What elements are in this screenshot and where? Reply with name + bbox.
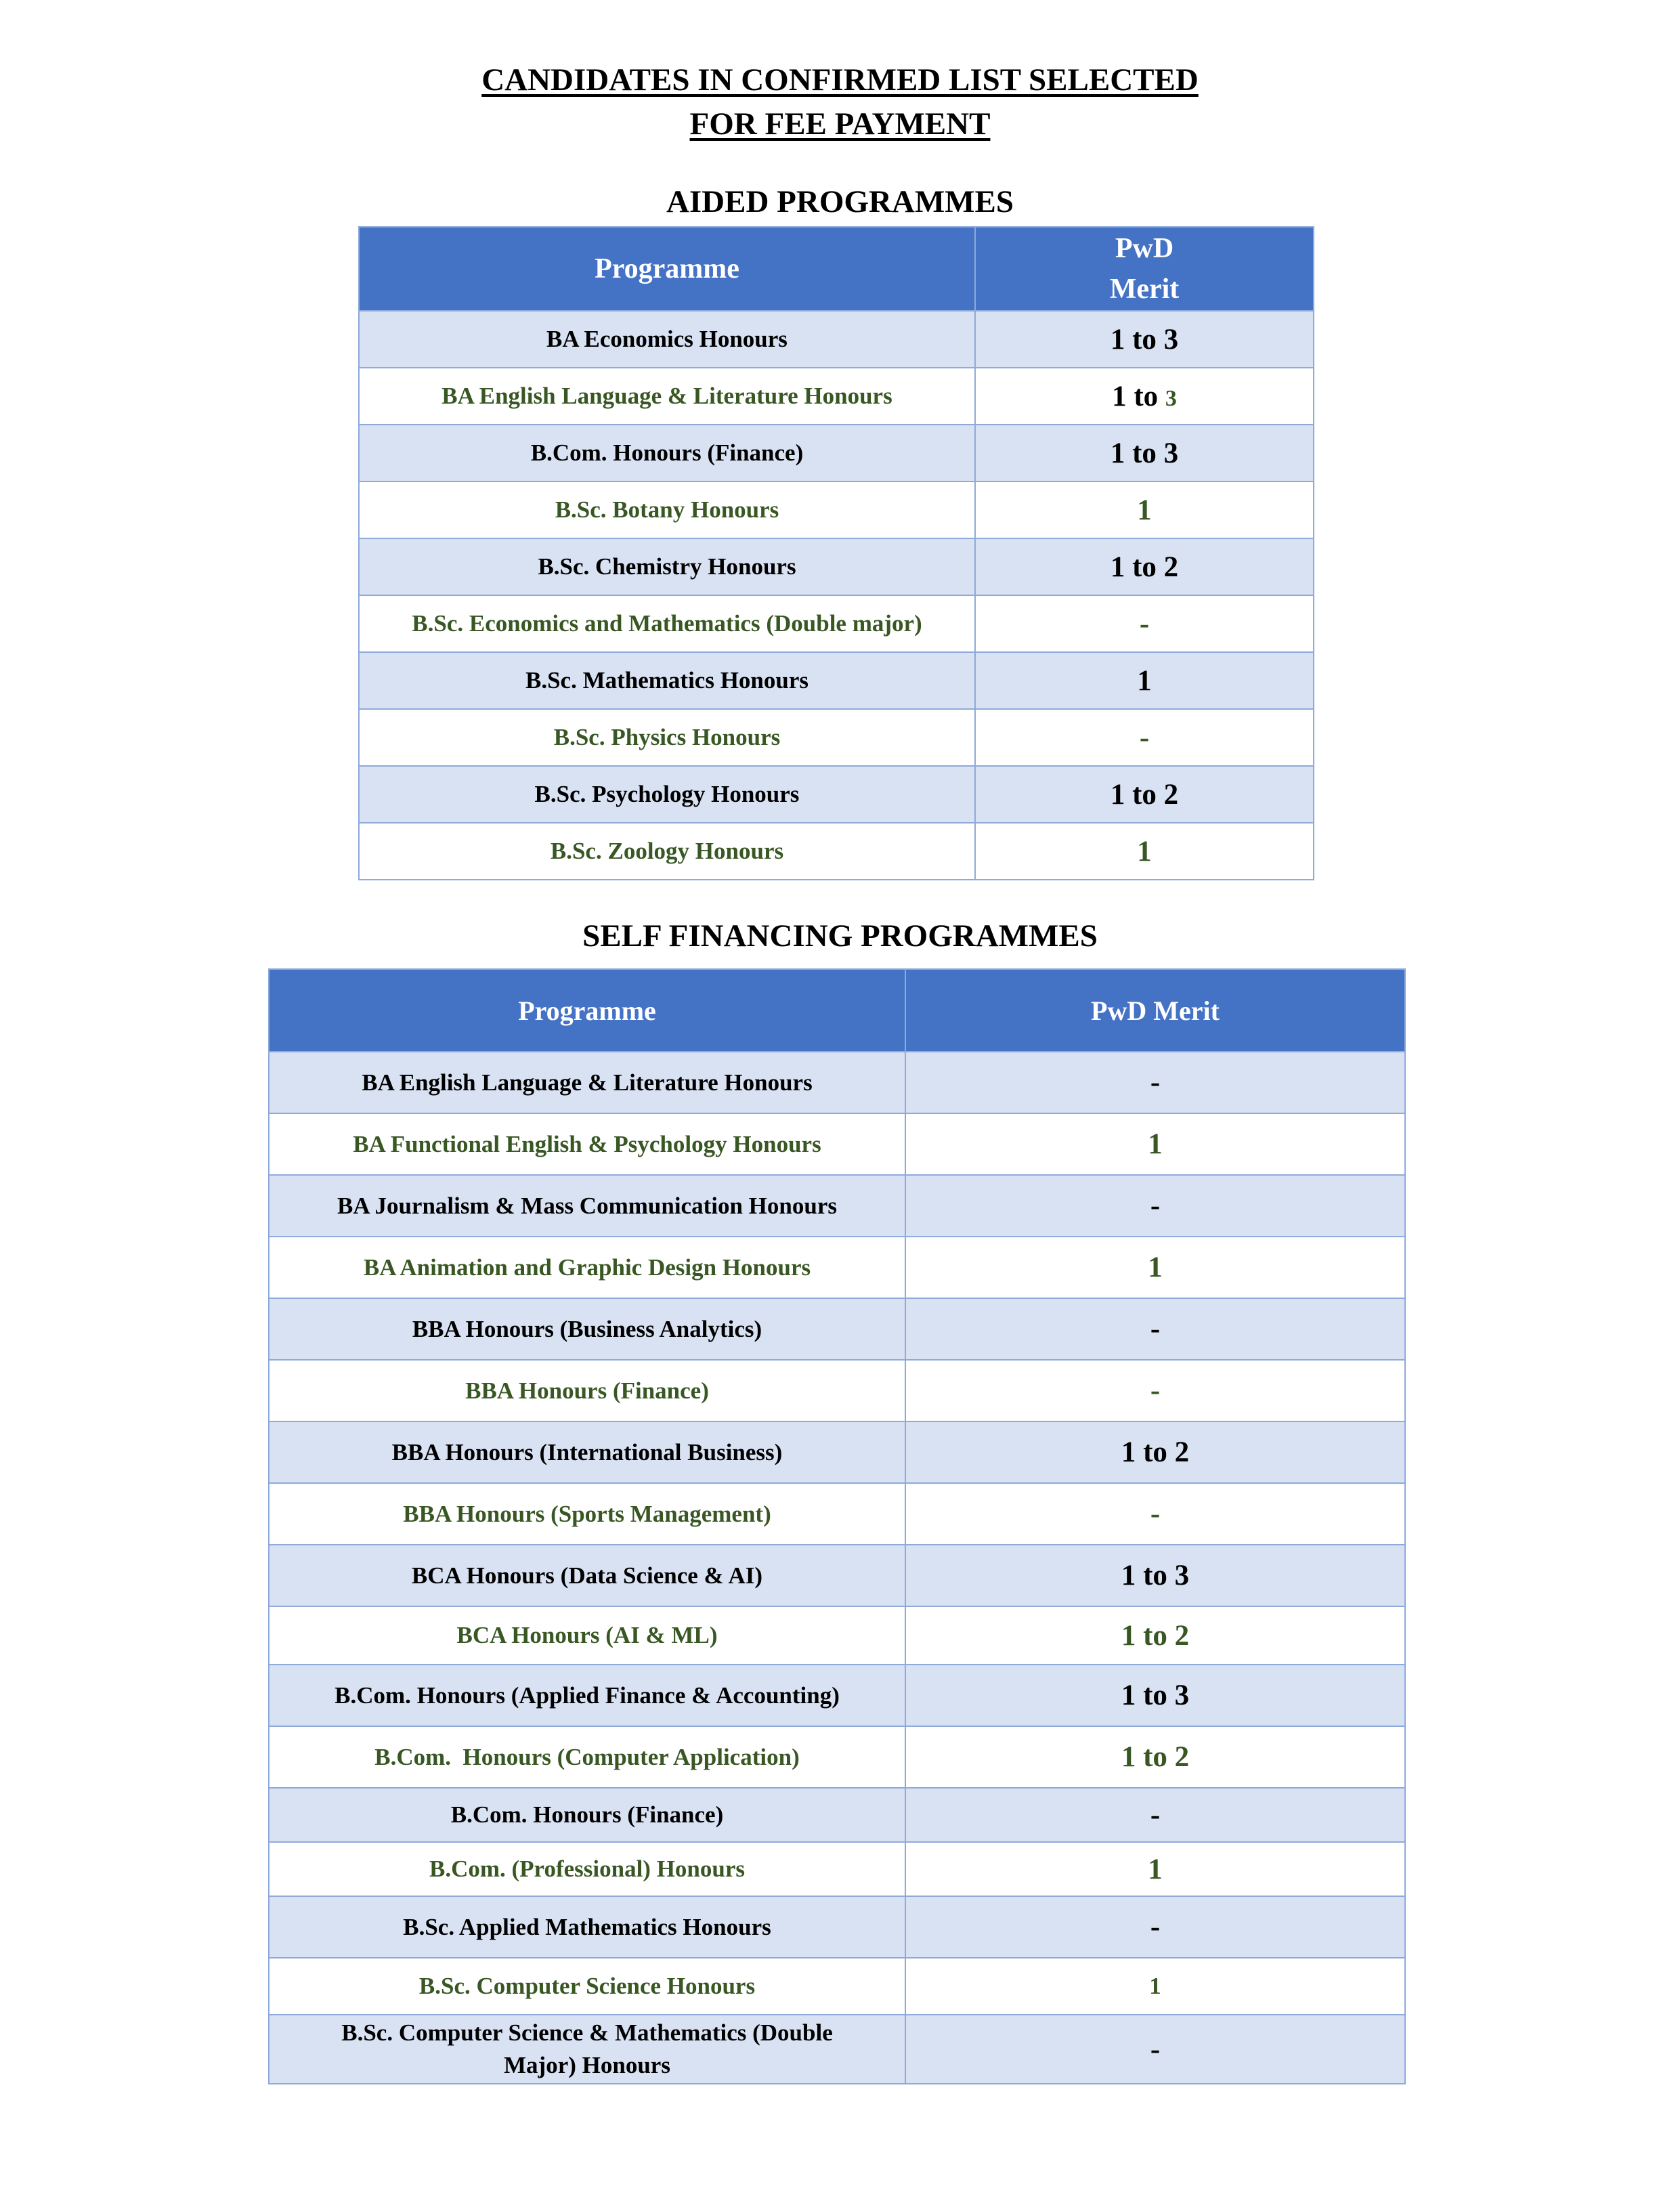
merit-cell: 1 (975, 823, 1314, 880)
programme-cell: B.Com. Honours (Finance) (359, 425, 975, 481)
programme-cell: B.Com. Honours (Applied Finance & Accounting) (269, 1665, 905, 1726)
aided-programmes-table (358, 226, 1314, 880)
table-row (359, 368, 1314, 425)
table-row (269, 1052, 1405, 1113)
aided-col-merit (975, 227, 1314, 311)
merit-cell: 1 to 2 (905, 1421, 1405, 1483)
programme-cell: BA English Language & Literature Honours (359, 368, 975, 425)
table-row (269, 1298, 1405, 1360)
table-row (269, 1175, 1405, 1237)
table-row (269, 1958, 1405, 2015)
page-title-line1: CANDIDATES IN CONFIRMED LIST SELECTED (481, 62, 1199, 98)
merit-cell: - (905, 1052, 1405, 1113)
programme-line2: Major) Honours (504, 2052, 670, 2078)
programme-cell: BBA Honours (Business Analytics) (269, 1298, 905, 1360)
self-col-programme: Programme (269, 969, 905, 1052)
page-title-line2: FOR FEE PAYMENT (689, 106, 991, 142)
table-row (269, 2015, 1405, 2084)
table-row (359, 311, 1314, 368)
self-col-merit: PwD Merit (905, 969, 1405, 1052)
merit-cell: - (975, 595, 1314, 652)
merit-value: 1 to (1112, 380, 1165, 412)
programme-cell: B.Sc. Applied Mathematics Honours (269, 1896, 905, 1958)
programme-cell: BA English Language & Literature Honours (269, 1052, 905, 1113)
merit-cell: - (905, 2015, 1405, 2084)
merit-cell: - (905, 1298, 1405, 1360)
table-row (359, 823, 1314, 880)
programme-cell: B.Sc. Physics Honours (359, 709, 975, 766)
programme-cell: B.Com. Honours (Computer Application) (269, 1726, 905, 1788)
merit-cell: 1 to 2 (905, 1726, 1405, 1788)
aided-section-title: AIDED PROGRAMMES (666, 184, 1014, 219)
merit-cell: - (905, 1896, 1405, 1958)
table-row (269, 1665, 1405, 1726)
programme-cell: BCA Honours (AI & ML) (269, 1606, 905, 1665)
aided-col-merit-line2: Merit (1109, 274, 1180, 305)
merit-cell (975, 368, 1314, 425)
merit-cell: 1 (975, 481, 1314, 538)
table-row (269, 1842, 1405, 1896)
table-row (359, 709, 1314, 766)
programme-cell: B.Sc. Economics and Mathematics (Double major) (359, 595, 975, 652)
merit-cell: - (905, 1360, 1405, 1421)
table-row (359, 425, 1314, 481)
programme-cell: BA Journalism & Mass Communication Honours (269, 1175, 905, 1237)
table-row (269, 1360, 1405, 1421)
merit-cell: - (905, 1483, 1405, 1545)
programme-line1: B.Sc. Computer Science & Mathematics (Double (341, 2019, 833, 2046)
table-row (269, 1421, 1405, 1483)
self-financing-section-title: SELF FINANCING PROGRAMMES (582, 918, 1098, 954)
self-financing-programmes-table (268, 968, 1406, 2084)
table-row (269, 1113, 1405, 1175)
merit-cell: - (975, 709, 1314, 766)
merit-cell: 1 to 3 (905, 1665, 1405, 1726)
programme-cell (269, 2015, 905, 2084)
merit-cell: 1 (905, 1958, 1405, 2015)
programme-cell: BBA Honours (Finance) (269, 1360, 905, 1421)
programme-cell: B.Sc. Zoology Honours (359, 823, 975, 880)
table-row (269, 1545, 1405, 1606)
programme-cell: B.Sc. Mathematics Honours (359, 652, 975, 709)
merit-cell: 1 (975, 652, 1314, 709)
table-row (269, 1726, 1405, 1788)
programme-cell: B.Sc. Chemistry Honours (359, 538, 975, 595)
programme-cell: BCA Honours (Data Science & AI) (269, 1545, 905, 1606)
programme-cell: B.Sc. Botany Honours (359, 481, 975, 538)
merit-cell: 1 to 3 (975, 425, 1314, 481)
table-row (269, 1483, 1405, 1545)
table-row (269, 1896, 1405, 1958)
merit-cell: - (905, 1788, 1405, 1842)
table-row (269, 1237, 1405, 1298)
programme-cell: BBA Honours (International Business) (269, 1421, 905, 1483)
programme-cell: BA Economics Honours (359, 311, 975, 368)
merit-value-suffix: 3 (1165, 385, 1177, 411)
aided-col-merit-line1: PwD (1115, 233, 1174, 264)
programme-cell: B.Sc. Psychology Honours (359, 766, 975, 823)
table-row (359, 595, 1314, 652)
programme-cell: B.Sc. Computer Science Honours (269, 1958, 905, 2015)
self-header-row (269, 969, 1405, 1052)
programme-cell: B.Com. Honours (Finance) (269, 1788, 905, 1842)
programme-cell: B.Com. (Professional) Honours (269, 1842, 905, 1896)
table-row (359, 652, 1314, 709)
table-row (359, 538, 1314, 595)
programme-cell: BA Animation and Graphic Design Honours (269, 1237, 905, 1298)
table-row (269, 1606, 1405, 1665)
merit-cell: 1 to 3 (975, 311, 1314, 368)
table-row (359, 481, 1314, 538)
merit-cell: 1 to 2 (905, 1606, 1405, 1665)
merit-cell: 1 (905, 1842, 1405, 1896)
programme-cell: BA Functional English & Psychology Honours (269, 1113, 905, 1175)
merit-cell: 1 to 3 (905, 1545, 1405, 1606)
merit-cell: 1 (905, 1237, 1405, 1298)
merit-cell: - (905, 1175, 1405, 1237)
table-row (359, 766, 1314, 823)
merit-cell: 1 to 2 (975, 538, 1314, 595)
merit-cell: 1 to 2 (975, 766, 1314, 823)
aided-col-programme: Programme (359, 227, 975, 311)
merit-cell: 1 (905, 1113, 1405, 1175)
table-row (269, 1788, 1405, 1842)
aided-header-row (359, 227, 1314, 311)
programme-cell: BBA Honours (Sports Management) (269, 1483, 905, 1545)
